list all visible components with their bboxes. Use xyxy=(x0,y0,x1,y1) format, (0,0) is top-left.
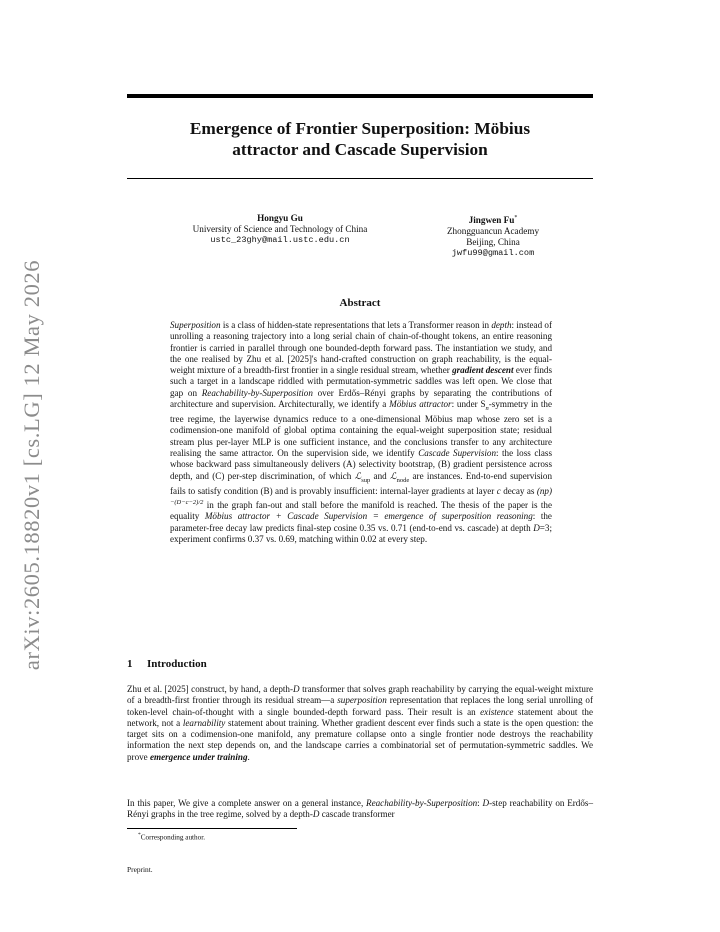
author-affiliation: University of Science and Technology of China xyxy=(192,224,368,234)
arxiv-id-text: arXiv:2605.18820v1 [cs.LG] 12 May 2026 xyxy=(19,259,44,671)
author-block-2 xyxy=(418,213,568,259)
author-email[interactable]: jwfu99@gmail.com xyxy=(451,248,535,259)
section-heading-introduction xyxy=(127,658,593,670)
introduction-paragraph-2: In this paper, We give a complete answer on a general instance, Reachability-by-Superposition: D-step reachability on Erdős–Rényi graphs in the tree regime, solved by a depth-D cascade transformer xyxy=(127,798,593,820)
author-block-1 xyxy=(160,213,400,246)
author-name: Jingwen Fu* xyxy=(468,215,518,226)
abstract-heading: Abstract xyxy=(339,297,381,309)
footnote-rule xyxy=(127,828,297,829)
section-title: Introduction xyxy=(147,658,207,670)
paper-title xyxy=(127,118,593,160)
title-line-1: Emergence of Frontier Superposition: Möbius xyxy=(189,119,531,138)
arxiv-identifier-stamp xyxy=(12,250,52,680)
footnote-text: Corresponding author. xyxy=(140,833,206,842)
title-top-rule xyxy=(127,94,593,98)
author-email[interactable]: ustc_23ghy@mail.ustc.edu.cn xyxy=(210,235,350,245)
footnote-marker: * xyxy=(138,832,141,838)
title-line-2: attractor and Cascade Supervision xyxy=(232,140,488,159)
introduction-paragraph-1: Zhu et al. [2025] construct, by hand, a depth-D transformer that solves graph reachability by carrying the equal-weight mixture of a breadth-first frontier through its residual stream—a superposition representation that replaces the long serial unrolling of token-level chain-of-thought with a single bounded-depth forward pass. Their result is an existence statement about the network, not a learnability statement about training. Whether gradient descent ever finds such a state is the open question: the target sits on a codimension-one manifold, any premature collapse onto a single frontier node destroys the reachability information the next step depends on, and the landscape carries a combinatorial set of permutation-symmetric saddles. We prove emergence under training. xyxy=(127,684,594,762)
preprint-label: Preprint. xyxy=(127,865,153,874)
abstract-body: Superposition is a class of hidden-state representations that lets a Transformer reason in depth: instead of unrolling a reasoning trajectory into a long serial chain of chain-of-thought tokens, an entire reasoning frontier is carried in parallel through one bounded-depth forward pass. The instantiation we study, and the one realised by Zhu et al. [2025]'s hand-crafted construction on graph reachability, is the equal-weight mixture of a breadth-first frontier in a single residual stream, whether gradient descent ever finds such a target in a landscape riddled with permutation-symmetric saddles was left open. We close that gap on Reachability-by-Superposition over Erdős–Rényi graphs by separating the contributions of architecture and supervision. Architecturally, we identify a Möbius attractor: under $S_n$-symmetry in the tree regime, the layerwise dynamics reduce to a one-dimensional Möbius map whose zero set is a codimension-one manifold of global optima containing the equal-weight superposition state; residual stream plus per-layer MLP is one sufficient instance, and the conclusions transfer to any architecture realising the same attractor. On the supervision side, we identify Cascade Supervision: the loss class whose backward pass simultaneously delivers (A) selectivity bootstrap, (B) gradient persistence across depth, and (C) per-step discrimination, of which ℒ$_{sup}$ and ℒ$_{node}$ are instances. End-to-end supervision fails to satisfy condition (B) and is provably insufficient: internal-layer gradients at layer c decay as (np)$^{-(D-c-2)/2}$ in the graph fan-out and stall before the manifold is reached. The thesis of the paper is the equality Möbius attractor + Cascade Supervision = emergence of superposition reasoning: the parameter-free decay law predicts final-step cosine 0.35 vs. 0.71 (end-to-end vs. cascade) at depth D=3; experiment confirms 0.37 vs. 0.69, matching within 0.02 at every step. xyxy=(170,320,553,544)
author-affiliation: Zhongguancun Academy xyxy=(446,226,540,237)
section-number: 1 xyxy=(127,658,133,670)
author-name: Hongyu Gu xyxy=(257,213,303,223)
corresponding-marker: * xyxy=(514,215,518,221)
title-bottom-rule xyxy=(127,178,593,179)
footnote xyxy=(138,832,205,841)
author-location: Beijing, China xyxy=(466,237,520,248)
